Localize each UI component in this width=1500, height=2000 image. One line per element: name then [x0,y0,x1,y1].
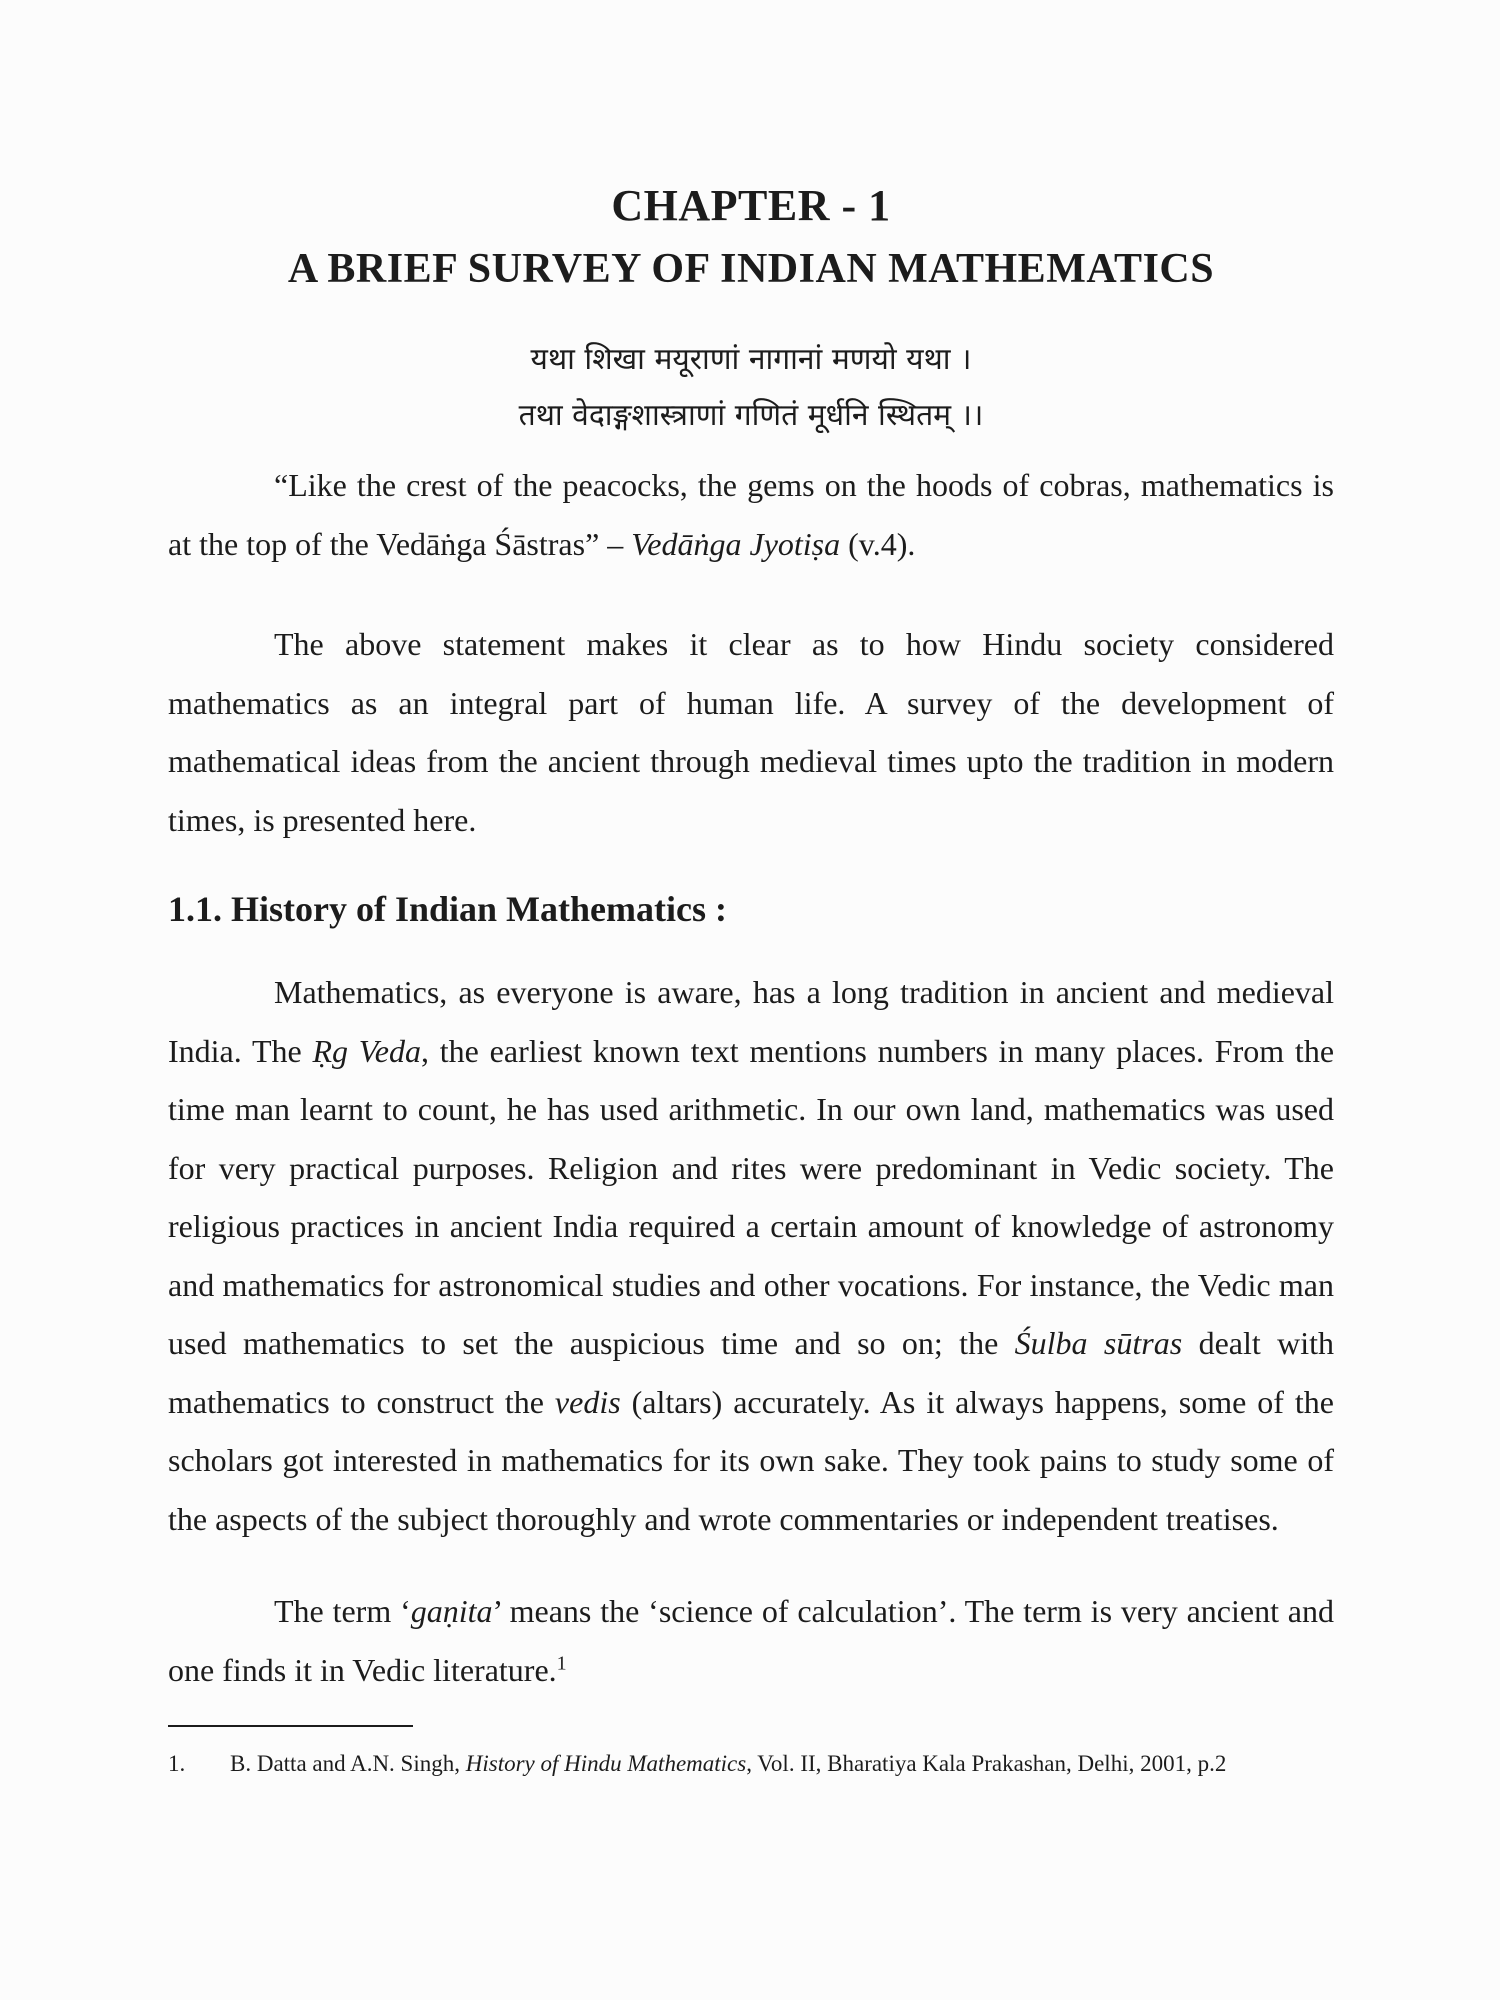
footnote-divider [168,1725,413,1727]
quote-text: “Like the crest of the peacocks, the gems on the hoods of cobras, mathematics is at the top of the Vedāṅga Śāstras” – [168,467,1334,562]
footnote-authors: B. Datta and A.N. Singh, [230,1751,466,1776]
quote-source-title: Vedāṅga Jyotiṣa [631,525,841,562]
history-text-3: dealt with mathematics to construct the [168,1325,1335,1420]
sanskrit-verse [168,332,1334,444]
history-text-4: (altars) accurately. As it always happens, some of the scholars got interested in mathematics for its own sake. They took pains to study some of the aspects of the subject thoroughly and wrote commentaries or independent treatises. [168,1383,1335,1537]
history-text-2: , the earliest known text mentions numbers in many places. From the time man learnt to count, he has used arithmetic. In our own land, mathematics was used for very practical purposes. Religion and rites were predominant in Vedic society. The religious practices in ancient India required a certain amount of knowledge of astronomy and mathematics for astronomical studies and other vocations. For instance, the Vedic man used mathematics to set the auspicious time and so on; the [168,1032,1335,1361]
footnote-book-title: History of Hindu Mathematics [465,1751,747,1776]
footnote [168,1745,1334,1783]
ganita-term: gaṇita [410,1593,493,1629]
page-content [168,180,1334,1783]
vedis-term: vedis [554,1383,621,1420]
footnote-marker: 1 [556,1651,567,1674]
rg-veda-term: Ṛg Veda [312,1032,422,1069]
verse-line-1: यथा शिखा मयूराणां नागानां मणयो यथा । [530,342,972,377]
quote-source-ref: (v.4). [840,525,916,562]
history-text-1: Mathematics, as everyone is aware, has a long tradition in ancient and medieval India. The [168,974,1334,1069]
verse-translation [168,456,1334,573]
chapter-label: CHAPTER - 1 [611,181,891,230]
footnote-text [230,1745,1334,1783]
sulba-sutras-term: Śulba sūtras [1014,1325,1183,1361]
ganita-text-2: ’ means the ‘science of calculation’. The term is very ancient and one finds it in Vedic literature. [168,1593,1335,1688]
verse-line-2: तथा वेदाङ्गशास्त्राणां गणितं मूर्धनि स्थितम् ।। [518,398,984,433]
footnote-number: 1. [168,1751,186,1776]
footnote-publication: , Vol. II, Bharatiya Kala Prakashan, Delhi, 2001, p.2 [746,1751,1227,1776]
section-heading: 1.1. History of Indian Mathematics : [168,889,727,929]
chapter-title: A BRIEF SURVEY OF INDIAN MATHEMATICS [287,246,1215,292]
history-paragraph [168,963,1334,1548]
intro-paragraph: The above statement makes it clear as to how Hindu society considered mathematics as an integral part of human life. A survey of the development of mathematical ideas from the ancient through medieval times upto the tradition in modern times, is presented here. [168,626,1334,838]
ganita-paragraph [168,1582,1334,1699]
ganita-text-1: The term ‘ [274,1593,411,1629]
